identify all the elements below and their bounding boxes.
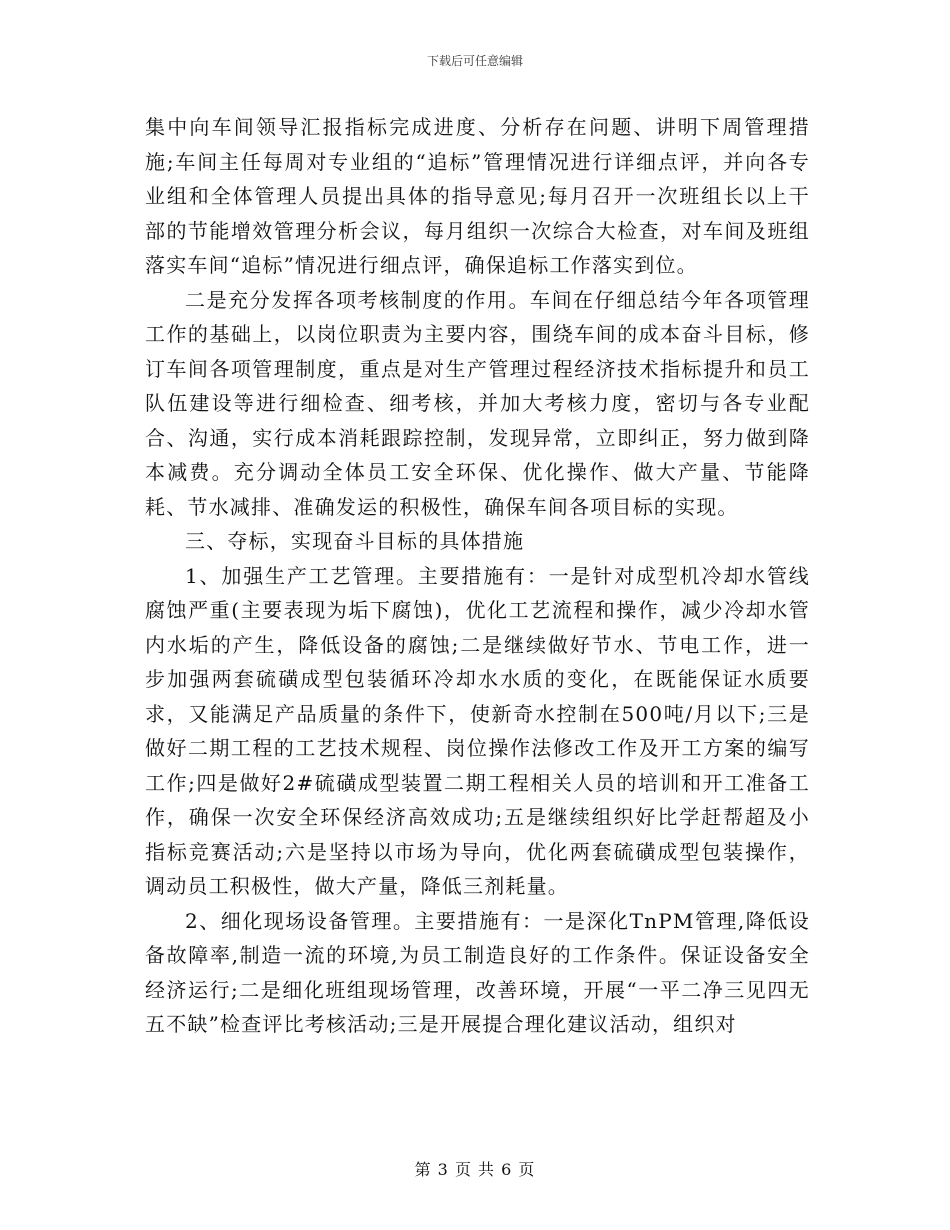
- paragraph: 1、加强生产工艺管理。主要措施有：一是针对成型机冷却水管线腐蚀严重(主要表现为垢下腐蚀)，优化工艺流程和操作，减少冷却水管内水垢的产生，降低设备的腐蚀;二是继续做好节水、节电工作，进一步加强两套硫磺成型包装循环冷却水水质的变化，在既能保证水质要求，又能满足产品质量的条件下，使新奇水控制在500吨/月以下;三是做好二期工程的工艺技术规程、岗位操作法修改工作及开工方案的编写工作;四是做好2#硫磺成型装置二期工程相关人员的培训和开工准备工作，确保一次安全环保经济高效成功;五是继续组织好比学赶帮超及小指标竞赛活动;六是坚持以市场为导向，优化两套硫磺成型包装操作，调动员工积极性，做大产量，降低三剂耗量。: [145, 563, 810, 898]
- paragraph: 二是充分发挥各项考核制度的作用。车间在仔细总结今年各项管理工作的基础上，以岗位职责为主要内容，围绕车间的成本奋斗目标，修订车间各项管理制度，重点是对生产管理过程经济技术指标提升和员工队伍建设等进行细检查、细考核，并加大考核力度，密切与各专业配合、沟通，实行成本消耗跟踪控制，发现异常，立即纠正，努力做到降本减费。充分调动全体员工安全环保、优化操作、做大产量、节能降耗、节水减排、准确发运的积极性，确保车间各项目标的实现。: [145, 287, 810, 519]
- paragraph: 2、细化现场设备管理。主要措施有：一是深化TnPM管理,降低设备故障率,制造一流的环境,为员工制造良好的工作条件。保证设备安全经济运行;二是细化班组现场管理，改善环境，开展“一平二净三见四无五不缺”检查评比考核活动;三是开展提合理化建议活动，组织对: [145, 908, 810, 1036]
- section-heading: 三、夺标，实现奋斗目标的具体措施: [185, 529, 525, 553]
- header-note: 下载后可任意编辑: [426, 54, 523, 68]
- paragraph: 集中向车间领导汇报指标完成进度、分析存在问题、讲明下周管理措施;车间主任每周对专业组的“追标”管理情况进行详细点评，并向各专业组和全体管理人员提出具体的指导意见;每月召开一次班组长以上干部的节能增效管理分析会议，每月组织一次综合大检查，对车间及班组落实车间“追标”情况进行细点评，确保追标工作落实到位。: [145, 115, 810, 277]
- page-number: 第 3 页 共 6 页: [414, 1160, 536, 1179]
- document-body: [145, 110, 810, 1042]
